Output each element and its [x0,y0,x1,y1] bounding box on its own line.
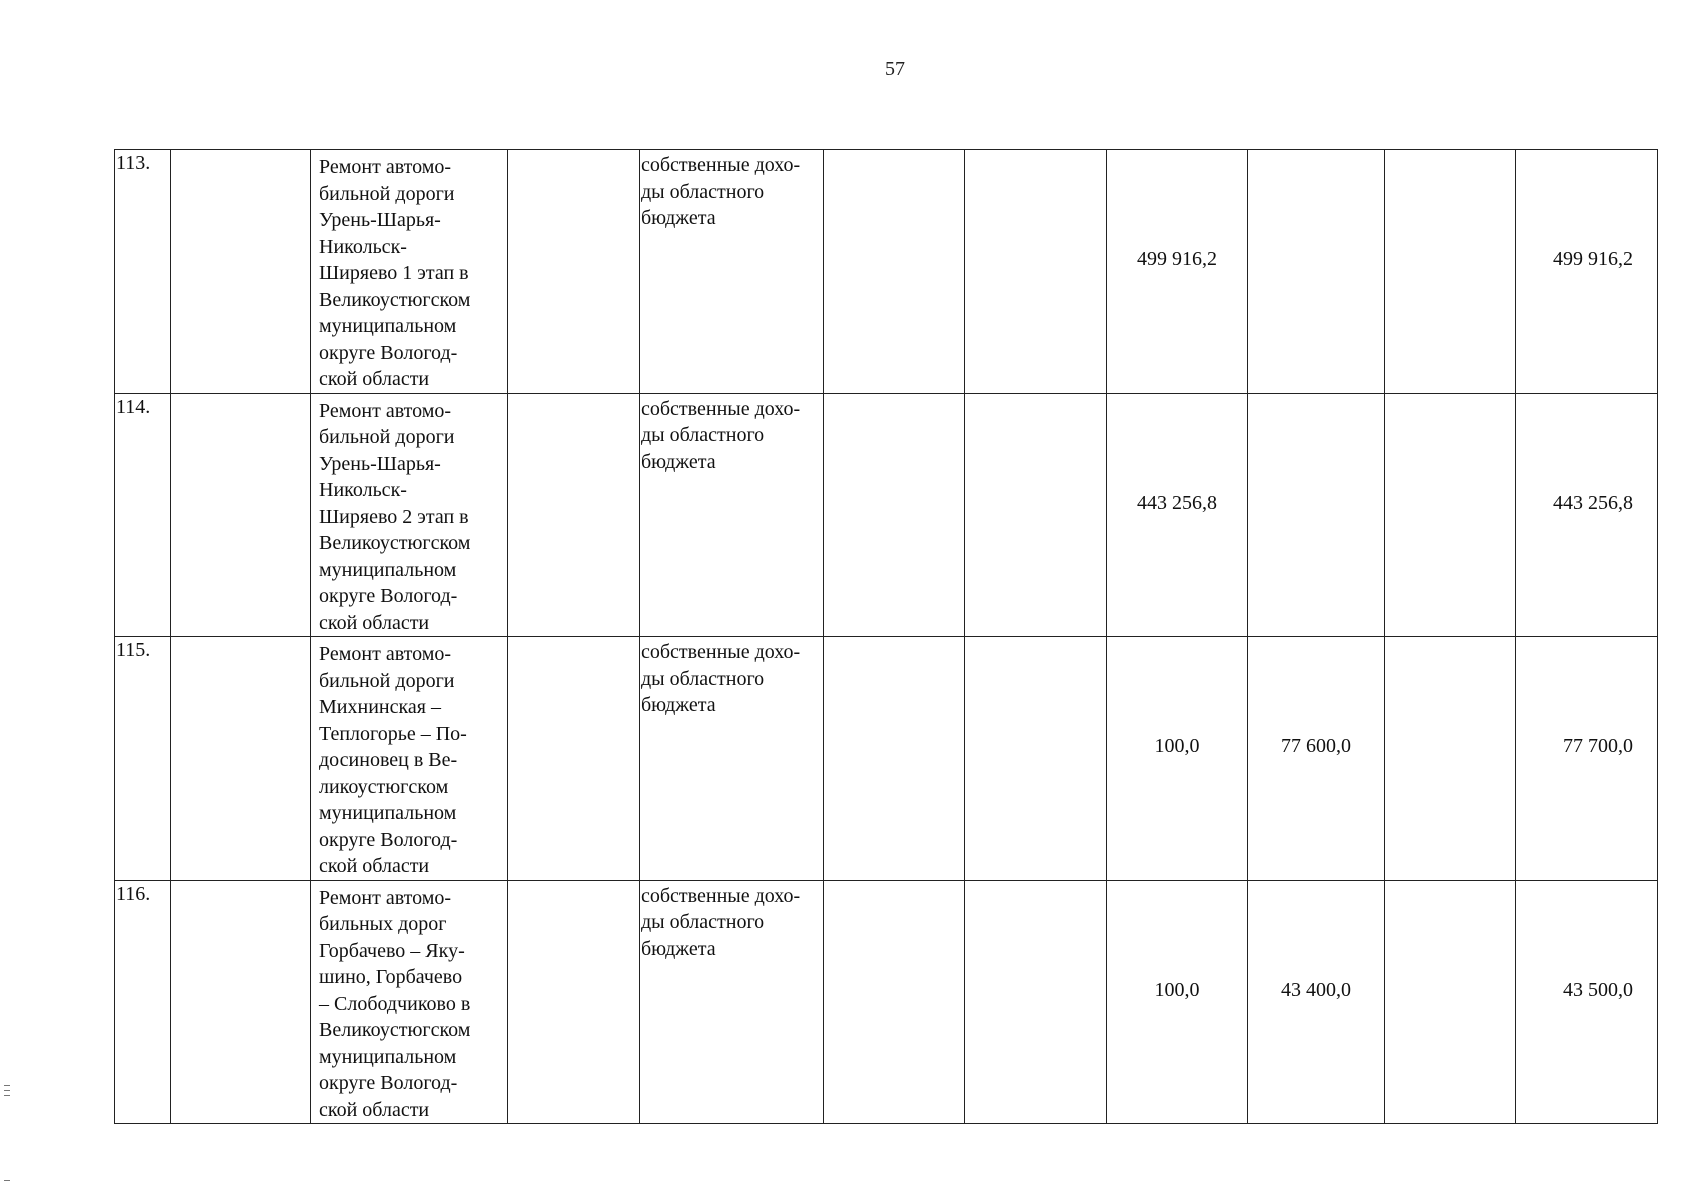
empty-cell [824,393,965,637]
funding-source-cell: собственные дохо- ды областного бюджета [640,393,824,637]
amount-value: 499 916,2 [1553,248,1633,270]
amount-value: 443 256,8 [1137,491,1217,514]
scan-mark [4,1085,10,1086]
empty-cell [965,150,1107,394]
empty-cell [1385,880,1516,1124]
empty-cell [824,150,965,394]
object-name-cell: Ремонт автомо- бильной дороги Михнинская – Теплогорье – По- досиновец в Ве- ликоустюгском муниципальном округе Вологод- ской области [311,637,508,881]
amount-value: 499 916,2 [1137,248,1217,270]
empty-cell [824,637,965,881]
empty-cell [965,880,1107,1124]
amount-value: 77 700,0 [1563,735,1633,757]
amount-value: 43 500,0 [1563,978,1633,1001]
amount-cell [1248,637,1385,881]
empty-cell [508,150,640,394]
budget-table [114,149,1658,1124]
empty-cell [171,880,311,1124]
scan-mark [4,1090,10,1091]
scan-mark [4,1095,10,1096]
amount-cell [1107,393,1248,637]
row-number-cell: 113. [115,150,171,394]
amount-cell [1107,880,1248,1124]
empty-cell [508,637,640,881]
table-row [115,637,1658,881]
amount-cell [1107,150,1248,394]
object-name-cell: Ремонт автомо- бильной дороги Урень-Шарья- Никольск- Ширяево 2 этап в Великоустюгском муниципальном округе Вологод- ской области [311,393,508,637]
empty-cell [171,393,311,637]
empty-cell [1385,637,1516,881]
amount-cell [1248,880,1385,1124]
amount-value: 443 256,8 [1553,491,1633,514]
empty-cell [1385,150,1516,394]
total-amount-cell [1516,880,1658,1124]
row-number-cell: 115. [115,637,171,881]
empty-cell [508,393,640,637]
amount-cell [1248,150,1385,394]
amount-value: 100,0 [1154,735,1200,757]
empty-cell [1385,393,1516,637]
amount-value: 100,0 [1154,978,1200,1001]
empty-cell [171,637,311,881]
funding-source-cell: собственные дохо- ды областного бюджета [640,150,824,394]
amount-value: 77 600,0 [1281,735,1351,757]
total-amount-cell [1516,637,1658,881]
table-row [115,880,1658,1124]
total-amount-cell [1516,150,1658,394]
amount-value: 43 400,0 [1281,978,1351,1001]
object-name-cell: Ремонт автомо- бильных дорог Горбачево – Яку- шино, Горбачево – Слободчиково в Великоустюгском муниципальном округе Вологод- ской области [311,880,508,1124]
table-row [115,393,1658,637]
empty-cell [508,880,640,1124]
object-name-cell: Ремонт автомо- бильной дороги Урень-Шарья- Никольск- Ширяево 1 этап в Великоустюгском муниципальном округе Вологод- ской области [311,150,508,394]
page-number: 57 [885,58,905,80]
total-amount-cell [1516,393,1658,637]
amount-cell [1107,637,1248,881]
funding-source-cell: собственные дохо- ды областного бюджета [640,637,824,881]
row-number-cell: 116. [115,880,171,1124]
amount-cell [1248,393,1385,637]
empty-cell [965,393,1107,637]
empty-cell [171,150,311,394]
scan-mark [4,1180,10,1181]
funding-source-cell: собственные дохо- ды областного бюджета [640,880,824,1124]
empty-cell [824,880,965,1124]
empty-cell [965,637,1107,881]
table-row [115,150,1658,394]
row-number-cell: 114. [115,393,171,637]
